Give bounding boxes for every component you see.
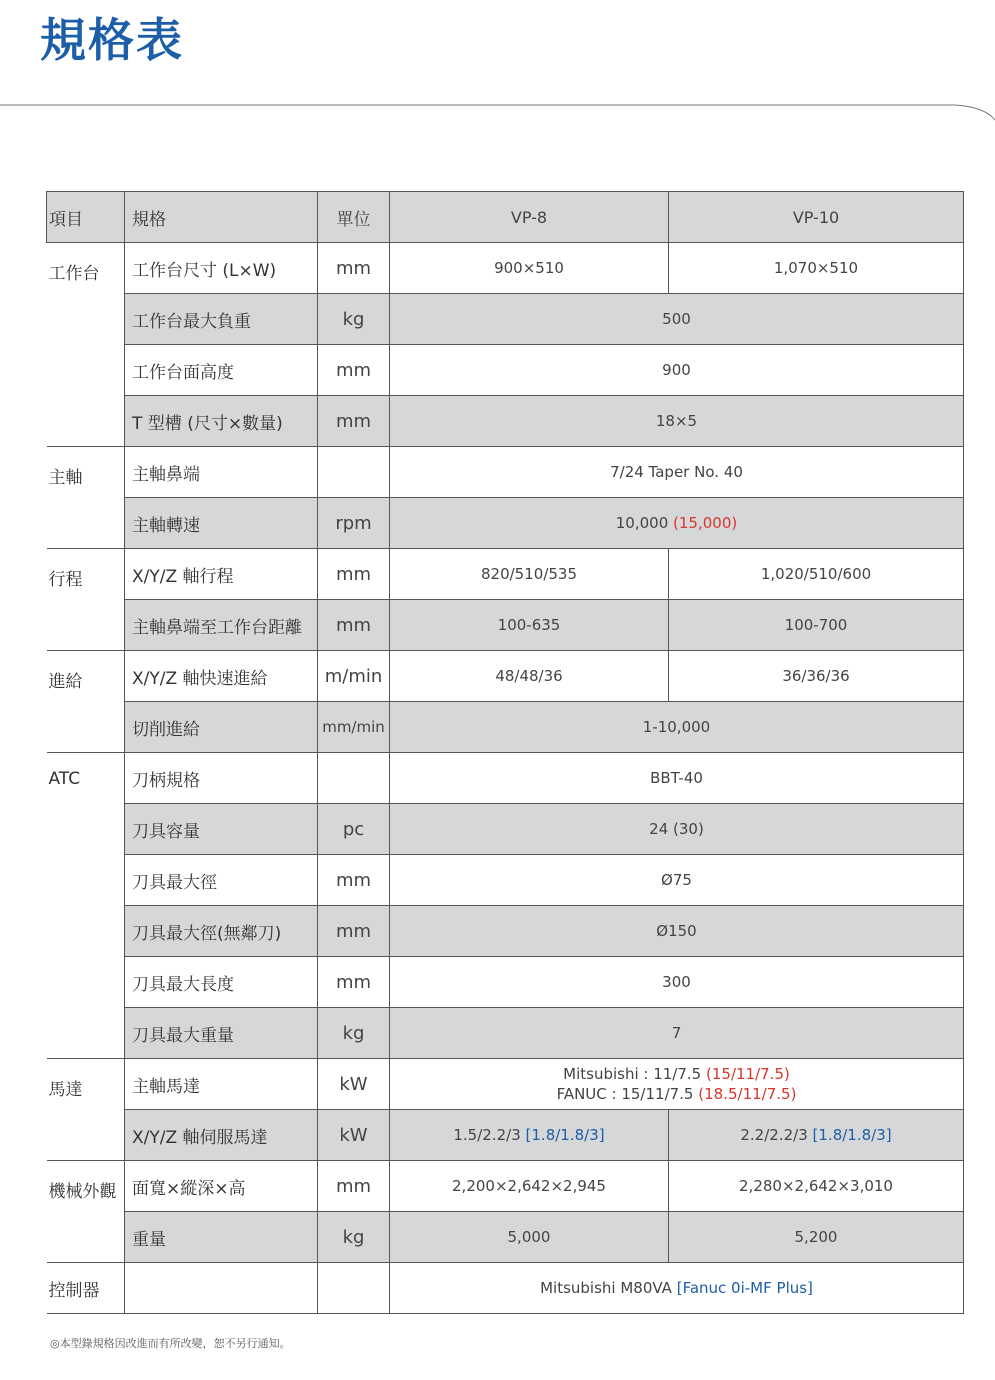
value-shared: Ø75 [390,855,964,906]
value-shared: 7 [390,1008,964,1059]
spec-label: T 型槽 (尺寸×數量) [125,396,318,447]
spec-unit: mm [318,600,390,651]
spec-label: 主軸轉速 [125,498,318,549]
category-feed: 進給 [47,651,125,753]
category-travel: 行程 [47,549,125,651]
table-row [47,702,964,753]
value-shared [390,498,964,549]
value-shared [390,1263,964,1314]
value-shared: 900 [390,345,964,396]
table-row [47,906,964,957]
value-vp8: 900×510 [390,243,669,294]
table-row [47,855,964,906]
spec-label: 刀具最大重量 [125,1008,318,1059]
value-vp10: 1,070×510 [669,243,964,294]
table-row [47,600,964,651]
page-title: 規格表 [40,13,184,67]
category-motor: 馬達 [47,1059,125,1161]
spec-label: X/Y/Z 軸行程 [125,549,318,600]
category-worktable: 工作台 [48,264,100,284]
spec-label: 刀具最大徑(無鄰刀) [125,906,318,957]
table-row [47,1161,964,1212]
spec-label: 工作台最大負重 [125,294,318,345]
value-standard: FANUC : 15/11/7.5 [556,1085,694,1103]
spec-label: 刀柄規格 [125,753,318,804]
spec-label: 工作台尺寸 (L×W) [125,243,318,294]
spec-label: 刀具最大長度 [125,957,318,1008]
motor-line-fanuc [390,1084,963,1104]
value-vp8: 820/510/535 [390,549,669,600]
category-controller: 控制器 [47,1263,125,1314]
value-vp8: 100-635 [390,600,669,651]
value-vp10 [669,1110,964,1161]
value-shared: Ø150 [390,906,964,957]
spec-table [46,191,964,1314]
value-shared: 24 (30) [390,804,964,855]
footnote: ◎本型錄規格因改進而有所改變，恕不另行通知。 [50,1337,291,1350]
value-shared: 7/24 Taper No. 40 [390,447,964,498]
spec-unit: mm [318,1161,390,1212]
category-appearance: 機械外觀 [47,1161,125,1263]
table-row [47,957,964,1008]
value-option: (15,000) [673,514,738,532]
motor-line-mitsubishi [390,1064,963,1084]
table-row [47,498,964,549]
spec-label: 重量 [125,1212,318,1263]
spec-label [125,1263,318,1314]
category-spindle: 主軸 [47,447,125,549]
spec-label: 主軸鼻端 [125,447,318,498]
table-row [47,345,964,396]
value-standard: 10,000 [615,514,669,532]
value-standard: Mitsubishi : 11/7.5 [563,1065,702,1083]
header-item: 項目 [47,192,125,243]
value-vp8: 5,000 [390,1212,669,1263]
spec-unit [318,1263,390,1314]
spec-unit: mm [318,396,390,447]
value-shared [390,1059,964,1110]
value-vp10: 2,280×2,642×3,010 [669,1161,964,1212]
spec-unit [318,447,390,498]
header-unit: 單位 [318,192,390,243]
table-row [47,447,964,498]
spec-unit: mm [318,345,390,396]
spec-unit: kW [318,1110,390,1161]
category-atc: ATC [47,753,125,1059]
table-row [47,396,964,447]
header-model-vp8: VP-8 [390,192,669,243]
value-vp8: 2,200×2,642×2,945 [390,1161,669,1212]
table-row [47,651,964,702]
spec-unit: kg [318,1008,390,1059]
table-row [47,1110,964,1161]
spec-label: X/Y/Z 軸伺服馬達 [125,1110,318,1161]
value-option: (18.5/11/7.5) [698,1085,797,1103]
value-option: (15/11/7.5) [706,1065,790,1083]
table-row [47,549,964,600]
spec-unit: mm [318,549,390,600]
value-vp10: 1,020/510/600 [669,549,964,600]
value-shared: 500 [390,294,964,345]
value-vp10: 36/36/36 [669,651,964,702]
header-model-vp10: VP-10 [669,192,964,243]
value-shared: BBT-40 [390,753,964,804]
table-row [47,1008,964,1059]
value-standard: Mitsubishi M80VA [540,1279,672,1297]
spec-unit: mm [318,855,390,906]
value-vp8 [390,1110,669,1161]
spec-unit: mm/min [318,702,390,753]
spec-unit: kW [318,1059,390,1110]
spec-unit: m/min [318,651,390,702]
table-row [47,804,964,855]
value-shared: 300 [390,957,964,1008]
table-row [47,1263,964,1314]
spec-unit: mm [318,243,390,294]
spec-label: 工作台面高度 [125,345,318,396]
spec-label: X/Y/Z 軸快速進給 [125,651,318,702]
header-divider [0,95,995,155]
value-option: [Fanuc 0i-MF Plus] [676,1279,813,1297]
value-shared: 1-10,000 [390,702,964,753]
spec-unit: kg [318,1212,390,1263]
spec-label: 刀具最大徑 [125,855,318,906]
value-vp8: 48/48/36 [390,651,669,702]
spec-unit [318,753,390,804]
spec-label: 切削進給 [125,702,318,753]
spec-label: 刀具容量 [125,804,318,855]
table-row [47,243,964,294]
table-row [47,1059,964,1110]
table-row [47,1212,964,1263]
value-standard: 1.5/2.2/3 [453,1126,521,1144]
spec-unit: mm [318,957,390,1008]
spec-label: 主軸鼻端至工作台距離 [125,600,318,651]
spec-unit: kg [318,294,390,345]
table-row [47,294,964,345]
spec-unit: rpm [318,498,390,549]
spec-unit: mm [318,906,390,957]
spec-label: 主軸馬達 [125,1059,318,1110]
spec-unit: pc [318,804,390,855]
header-spec: 規格 [125,192,318,243]
spec-label: 面寬×縱深×高 [125,1161,318,1212]
table-row [47,753,964,804]
value-shared: 18×5 [390,396,964,447]
value-vp10: 5,200 [669,1212,964,1263]
value-vp10: 100-700 [669,600,964,651]
value-option: [1.8/1.8/3] [812,1126,892,1144]
value-standard: 2.2/2.2/3 [740,1126,808,1144]
header-row [47,192,964,243]
value-option: [1.8/1.8/3] [525,1126,605,1144]
